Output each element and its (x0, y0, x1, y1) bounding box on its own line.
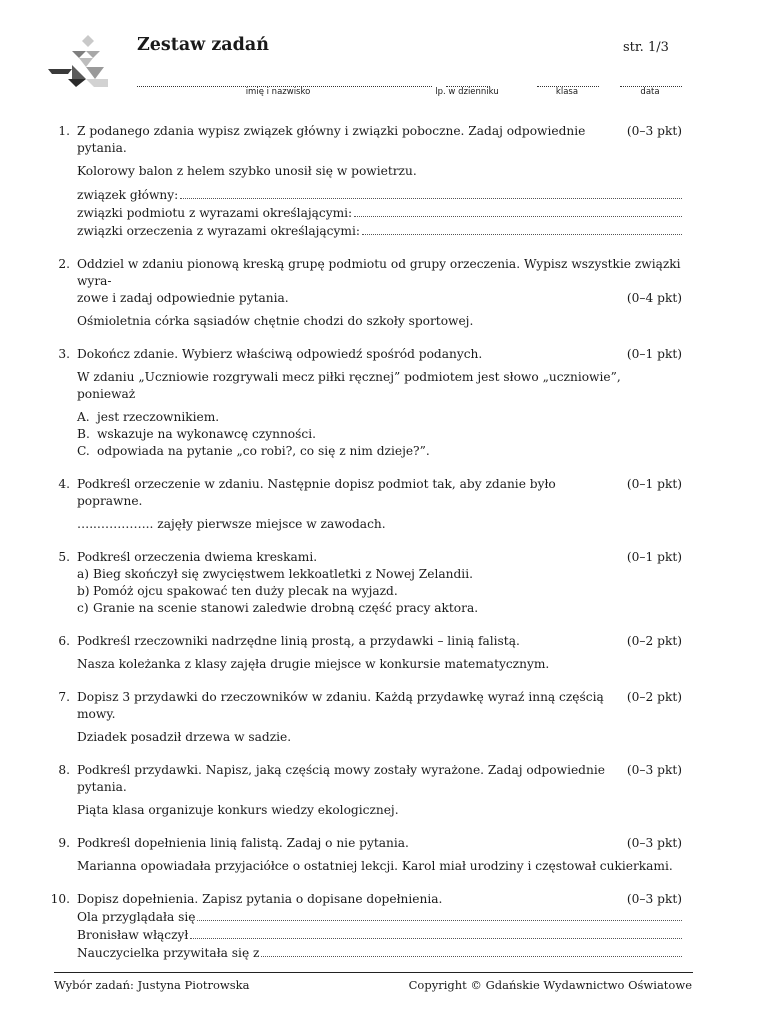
answer-line-label: związek główny: (77, 188, 179, 202)
task-10 (48, 891, 682, 962)
task-6 (48, 633, 682, 673)
answer-line-label: związki orzeczenia z wyrazami określającymi: (77, 224, 360, 238)
option-label: A. (77, 410, 90, 424)
option-label: B. (77, 427, 90, 441)
dotted-answer-field[interactable] (190, 926, 682, 939)
task-points: (0–1 pkt) (626, 347, 682, 361)
task-points: (0–3 pkt) (626, 892, 682, 906)
task-number: 5. (58, 550, 70, 564)
task-points: (0–3 pkt) (626, 124, 682, 138)
task-points: (0–1 pkt) (626, 550, 682, 564)
option-label: C. (77, 444, 90, 458)
sentence-label: c) (77, 601, 89, 615)
answer-option-b[interactable] (77, 426, 682, 443)
dotted-answer-field[interactable] (180, 186, 682, 199)
task-points: (0–2 pkt) (626, 690, 682, 704)
task-number: 7. (58, 690, 70, 704)
option-text: wskazuje na wykonawcę czynności. (97, 427, 316, 441)
task-sentence: W zdaniu „Uczniowie rozgrywali mecz piłki ręcznej” podmiotem jest słowo „uczniowie”, ponieważ (77, 370, 621, 401)
task-7 (48, 689, 682, 746)
answer-line-label: Bronisław włączył (77, 928, 189, 942)
task-instruction-continued: zowe i zadaj odpowiednie pytania. (77, 291, 289, 305)
class-label: klasa (555, 87, 579, 97)
sentence-b (77, 583, 682, 600)
answer-line[interactable] (77, 926, 682, 944)
task-sentence: Marianna opowiadała przyjaciółce o ostatniej lekcji. Karol miał urodziny i częstował cukierkami. (77, 859, 673, 873)
answer-option-a[interactable] (77, 409, 682, 426)
task-8 (48, 762, 682, 819)
class-list-number-label: lp. w dzienniku (435, 87, 499, 97)
task-3 (48, 346, 682, 460)
task-points: (0–1 pkt) (626, 477, 682, 491)
sentence-label: a) (77, 567, 90, 581)
answer-line-label: Nauczycielka przywitała się z (77, 946, 260, 960)
task-number: 9. (58, 836, 70, 850)
task-instruction: Podkreśl orzeczenia dwiema kreskami. (77, 550, 318, 564)
dotted-answer-field[interactable] (197, 908, 682, 921)
task-sentence: …..………….. zajęły pierwsze miejsce w zawodach. (77, 517, 386, 531)
page-title: Zestaw zadań (137, 35, 269, 55)
name-field-label: imię i nazwisko (245, 87, 311, 97)
option-text: jest rzeczownikiem. (97, 410, 220, 424)
answer-line[interactable] (77, 908, 682, 926)
footer-divider (54, 972, 693, 973)
task-1 (48, 123, 682, 240)
footer-author: Wybór zadań: Justyna Piotrowska (54, 978, 250, 992)
task-points: (0–3 pkt) (626, 763, 682, 777)
sentence-c (77, 600, 682, 617)
task-sentence: Kolorowy balon z helem szybko unosił się w powietrzu. (77, 164, 417, 178)
sentence-text: Pomóż ojcu spakować ten duży plecak na wyjazd. (93, 584, 398, 598)
task-instruction: Dokończ zdanie. Wybierz właściwą odpowiedź spośród podanych. (77, 347, 483, 361)
answer-line[interactable] (77, 944, 682, 962)
task-4 (48, 476, 682, 533)
task-sentence: Piąta klasa organizuje konkurs wiedzy ekologicznej. (77, 803, 399, 817)
task-number: 2. (58, 257, 70, 271)
task-points: (0–3 pkt) (626, 836, 682, 850)
publisher-logo (46, 33, 112, 89)
name-field[interactable] (137, 72, 432, 87)
answer-line[interactable] (77, 222, 682, 240)
answer-option-c[interactable] (77, 443, 682, 460)
dotted-answer-field[interactable] (362, 222, 682, 235)
task-sentence: Nasza koleżanka z klasy zajęła drugie miejsce w konkursie matematycznym. (77, 657, 550, 671)
task-points: (0–4 pkt) (626, 291, 682, 305)
sentence-text: Bieg skończył się zwycięstwem lekkoatletki z Nowej Zelandii. (93, 567, 473, 581)
sentence-label: b) (77, 584, 90, 598)
class-list-number-field[interactable] (446, 72, 490, 87)
task-instruction: Z podanego zdania wypisz związek główny i związki poboczne. Zadaj odpowiednie pytania. (77, 124, 586, 155)
dotted-answer-field[interactable] (261, 944, 682, 957)
task-instruction: Podkreśl przydawki. Napisz, jaką częścią mowy zostały wyrażone. Zadaj odpowiednie pytania. (77, 763, 605, 794)
class-field[interactable] (537, 72, 599, 87)
sentence-text: Granie na scenie stanowi zaledwie drobną część pracy aktora. (93, 601, 479, 615)
answer-line[interactable] (77, 186, 682, 204)
page-number: str. 1/3 (623, 40, 669, 55)
task-sentence: Ośmioletnia córka sąsiadów chętnie chodzi do szkoły sportowej. (77, 314, 474, 328)
task-instruction: Podkreśl dopełnienia linią falistą. Zadaj o nie pytania. (77, 836, 409, 850)
answer-line[interactable] (77, 204, 682, 222)
task-instruction: Dopisz 3 przydawki do rzeczowników w zdaniu. Każdą przydawkę wyraź inną częścią mowy. (77, 690, 604, 721)
footer-copyright: Copyright © Gdańskie Wydawnictwo Oświatowe (408, 978, 692, 992)
dotted-answer-field[interactable] (354, 204, 682, 217)
task-number: 10. (50, 892, 70, 906)
task-number: 1. (58, 124, 70, 138)
task-sentence: Dziadek posadził drzewa w sadzie. (77, 730, 292, 744)
date-field[interactable] (620, 72, 682, 87)
answer-line-label: Ola przyglądała się (77, 910, 196, 924)
task-instruction: Podkreśl rzeczowniki nadrzędne linią prostą, a przydawki – linią falistą. (77, 634, 520, 648)
date-label: data (640, 87, 660, 97)
task-number: 4. (58, 477, 70, 491)
task-number: 8. (58, 763, 70, 777)
task-instruction: Oddziel w zdaniu pionową kreską grupę podmiotu od grupy orzeczenia. Wypisz wszystkie związki wyra- (77, 257, 681, 288)
task-instruction: Podkreśl orzeczenie w zdaniu. Następnie dopisz podmiot tak, aby zdanie było poprawne. (77, 477, 556, 508)
option-text: odpowiada na pytanie „co robi?, co się z nim dzieje?”. (97, 444, 430, 458)
sentence-a (77, 566, 682, 583)
task-list (48, 123, 682, 978)
task-9 (48, 835, 682, 875)
task-number: 3. (58, 347, 70, 361)
answer-line-label: związki podmiotu z wyrazami określającymi: (77, 206, 353, 220)
task-number: 6. (58, 634, 70, 648)
task-points: (0–2 pkt) (626, 634, 682, 648)
task-instruction: Dopisz dopełnienia. Zapisz pytania o dopisane dopełnienia. (77, 892, 443, 906)
task-2 (48, 256, 682, 330)
task-5 (48, 549, 682, 617)
